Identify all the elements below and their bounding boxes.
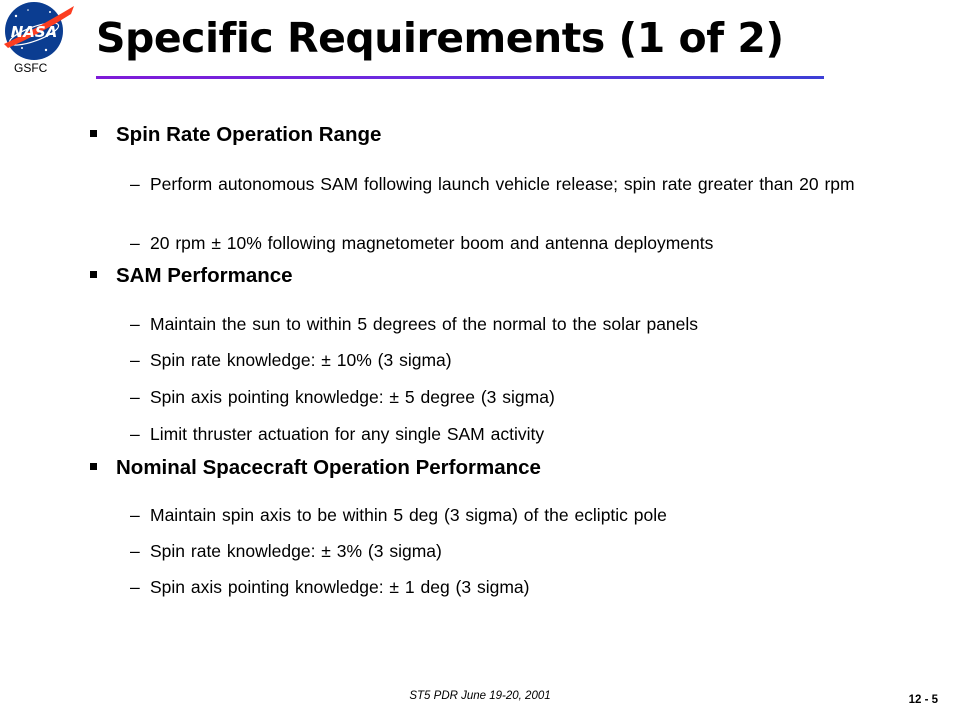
list-item-text: Spin rate knowledge: ± 3% (3 sigma) — [150, 541, 442, 561]
dash-bullet: – — [130, 350, 140, 370]
square-bullet-icon — [90, 463, 97, 470]
list-item-text: Maintain the sun to within 5 degrees of the normal to the solar panels — [150, 314, 699, 334]
list-item — [130, 174, 920, 195]
page-title: Specific Requirements (1 of 2) — [96, 14, 784, 62]
list-item — [130, 577, 920, 598]
dash-bullet: – — [130, 314, 140, 334]
list-item-text: Perform autonomous SAM following launch vehicle release; spin rate greater than 20 rpm — [150, 174, 855, 194]
list-item-text: Spin axis pointing knowledge: ± 1 deg (3 sigma) — [150, 577, 530, 597]
list-item — [130, 387, 920, 408]
svg-text:NASA: NASA — [10, 23, 58, 41]
section-heading — [90, 456, 541, 480]
list-item — [130, 350, 920, 371]
dash-bullet: – — [130, 387, 140, 407]
section-heading — [90, 123, 381, 147]
square-bullet-icon — [90, 271, 97, 278]
list-item-text: Spin rate knowledge: ± 10% (3 sigma) — [150, 350, 452, 370]
list-item-text: 20 rpm ± 10% following magnetometer boom and antenna deployments — [150, 233, 714, 253]
org-label: GSFC — [14, 61, 48, 75]
dash-bullet: – — [130, 424, 140, 444]
dash-bullet: – — [130, 174, 140, 194]
list-item-text: Spin axis pointing knowledge: ± 5 degree (3 sigma) — [150, 387, 555, 407]
section-heading — [90, 264, 293, 288]
list-item — [130, 541, 920, 562]
section-heading-text: SAM Performance — [116, 264, 293, 287]
list-item-text: Limit thruster actuation for any single SAM activity — [150, 424, 545, 444]
list-item — [130, 505, 920, 526]
section-heading-text: Nominal Spacecraft Operation Performance — [116, 456, 541, 479]
list-item — [130, 233, 920, 254]
list-item-text: Maintain spin axis to be within 5 deg (3 sigma) of the ecliptic pole — [150, 505, 667, 525]
footer-text: ST5 PDR June 19-20, 2001 — [409, 690, 551, 702]
dash-bullet: – — [130, 233, 140, 253]
dash-bullet: – — [130, 505, 140, 525]
square-bullet-icon — [90, 130, 97, 137]
section-heading-text: Spin Rate Operation Range — [116, 123, 382, 146]
page-number: 12 - 5 — [908, 694, 938, 706]
dash-bullet: – — [130, 541, 140, 561]
list-item — [130, 424, 920, 445]
dash-bullet: – — [130, 577, 140, 597]
list-item — [130, 314, 920, 335]
